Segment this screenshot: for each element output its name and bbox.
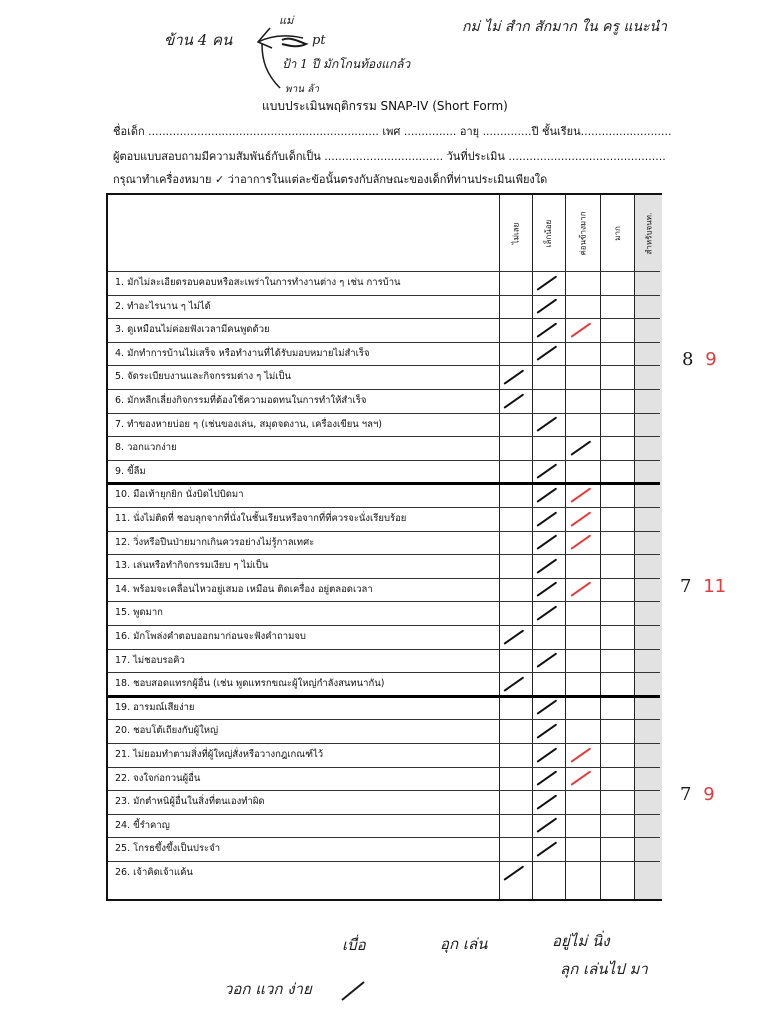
item-text: 21. ไม่ยอมทำตามสิ่งที่ผู้ใหญ่สั่งหรือวางกฎเกณฑ์ไว้: [115, 749, 324, 760]
item-text: 11. นั่งไม่ติดที่ ชอบลุกจากที่นั่งในชั้นเรียนหรือจากที่ที่ควรจะนั่งเรียบร้อย: [115, 513, 407, 524]
header-label: ค่อนข้างมาก: [578, 210, 588, 256]
item-text: 12. วิ่งหรือปีนป่ายมากเกินควรอย่างไม่รู้กาลเทศะ: [115, 536, 315, 548]
item-text: 6. มักหลีกเลี่ยงกิจกรรมที่ต้องใช้ความอดทนในการทำให้สำเร็จ: [115, 395, 367, 406]
handwritten-note: เบื่อ: [342, 936, 366, 954]
header-label: เล็กน้อย: [544, 219, 554, 247]
item-text: 24. ขี้รำคาญ: [115, 819, 170, 831]
item-text: 2. ทำอะไรนาน ๆ ไม่ได้: [115, 300, 211, 312]
handwritten-note: กม่ ไม่ สำก สักมาก ใน ครู แนะนำ: [462, 19, 667, 35]
form-title: แบบประเมินพฤติกรรม SNAP-IV (Short Form): [262, 99, 508, 113]
item-text: 20. ชอบโต้เถียงกับผู้ใหญ่: [115, 725, 219, 737]
item-text: 4. มักทำการบ้านไม่เสร็จ หรือทำงานที่ได้รับมอบหมายไม่สำเร็จ: [115, 347, 370, 359]
item-text: 23. มักตำหนิผู้อื่นในสิ่งที่ตนเองทำผิด: [115, 796, 265, 808]
handwritten-note: pt: [312, 33, 326, 48]
item-text: 8. วอกแวกง่าย: [115, 442, 177, 454]
handwritten-note: ป้า 1 ปี มักโกนท้องแกล้ว: [282, 57, 411, 71]
item-text: 5. จัดระเบียบงานและกิจกรรมต่าง ๆ ไม่เป็น: [115, 371, 292, 383]
item-text: 3. ดูเหมือนไม่ค่อยฟังเวลามีคนพูดด้วย: [115, 324, 270, 336]
header-label: สำหรับจนท.: [644, 212, 653, 254]
item-text: 14. พร้อมจะเคลื่อนไหวอยู่เสมอ เหมือน ติดเครื่อง อยู่ตลอดเวลา: [115, 583, 373, 595]
item-text: 26. เจ้าคิดเจ้าแค้น: [115, 867, 193, 878]
handwritten-note: ข้าน 4 คน: [164, 31, 233, 49]
handwritten-note: แม่: [279, 14, 294, 27]
respondent-info-line: ผู้ตอบแบบสอบถามมีความสัมพันธ์กับเด็กเป็น .................................. วันที่ประเมิน .............................................: [113, 150, 666, 163]
item-text: 19. อารมณ์เสียง่าย: [115, 701, 195, 713]
child-info-line: ชื่อเด็ก .................................................................. เพศ ............... อายุ ..............ปี ชั้นเรียน..........................: [113, 125, 672, 138]
score-red: 9: [705, 349, 717, 370]
score-black: 7: [680, 784, 692, 805]
item-text: 1. มักไม่ละเอียดรอบคอบหรือสะเพร่าในการทำงานต่าง ๆ เช่น การบ้าน: [115, 277, 401, 288]
item-text: 15. พูดมาก: [115, 607, 163, 619]
score-red: 11: [703, 576, 727, 597]
handwritten-note: อุก เล่น: [440, 935, 488, 953]
item-text: 25. โกรธขึ้งขึ้งเป็นประจำ: [115, 843, 221, 855]
score-black: 7: [680, 576, 692, 597]
item-text: 7. ทำของหายบ่อย ๆ (เช่นของเล่น, สมุดจดงาน, เครื่องเขียน ฯลฯ): [115, 418, 383, 430]
score-red: 9: [703, 784, 715, 805]
item-text: 17. ไม่ชอบรอคิว: [115, 654, 185, 666]
item-text: 10. มือเท้ายุกยิก นั่งบิดไปบิดมา: [115, 489, 244, 501]
item-text: 18. ชอบสอดแทรกผู้อื่น (เช่น พูดแทรกขณะผู้ใหญ่กำลังสนทนากัน): [115, 678, 385, 690]
header-label: มาก: [612, 225, 622, 241]
handwritten-note: อยู่ไม่ นิ่ง: [552, 932, 610, 950]
item-text: 13. เล่นหรือทำกิจกรรมเงียบ ๆ ไม่เป็น: [115, 560, 269, 572]
header-label: ไม่เลย: [511, 222, 521, 244]
handwritten-note: ลุก เล่นไป มา: [560, 960, 648, 978]
item-text: 9. ขี้ลืม: [115, 465, 146, 477]
item-text: 22. จงใจก่อกวนผู้อื่น: [115, 772, 201, 784]
score-black: 8: [682, 349, 694, 370]
handwritten-note: พาน ล้า: [285, 84, 319, 95]
handwritten-note: วอก แวก ง่าย: [224, 980, 312, 998]
item-text: 16. มักโพล่งคำตอบออกมาก่อนจะฟังคำถามจบ: [115, 631, 306, 642]
instruction-line: กรุณาทำเครื่องหมาย ✓ ว่าอาการในแต่ละข้อนั้นตรงกับลักษณะของเด็กที่ท่านประเมินเพียงใด: [113, 173, 548, 186]
